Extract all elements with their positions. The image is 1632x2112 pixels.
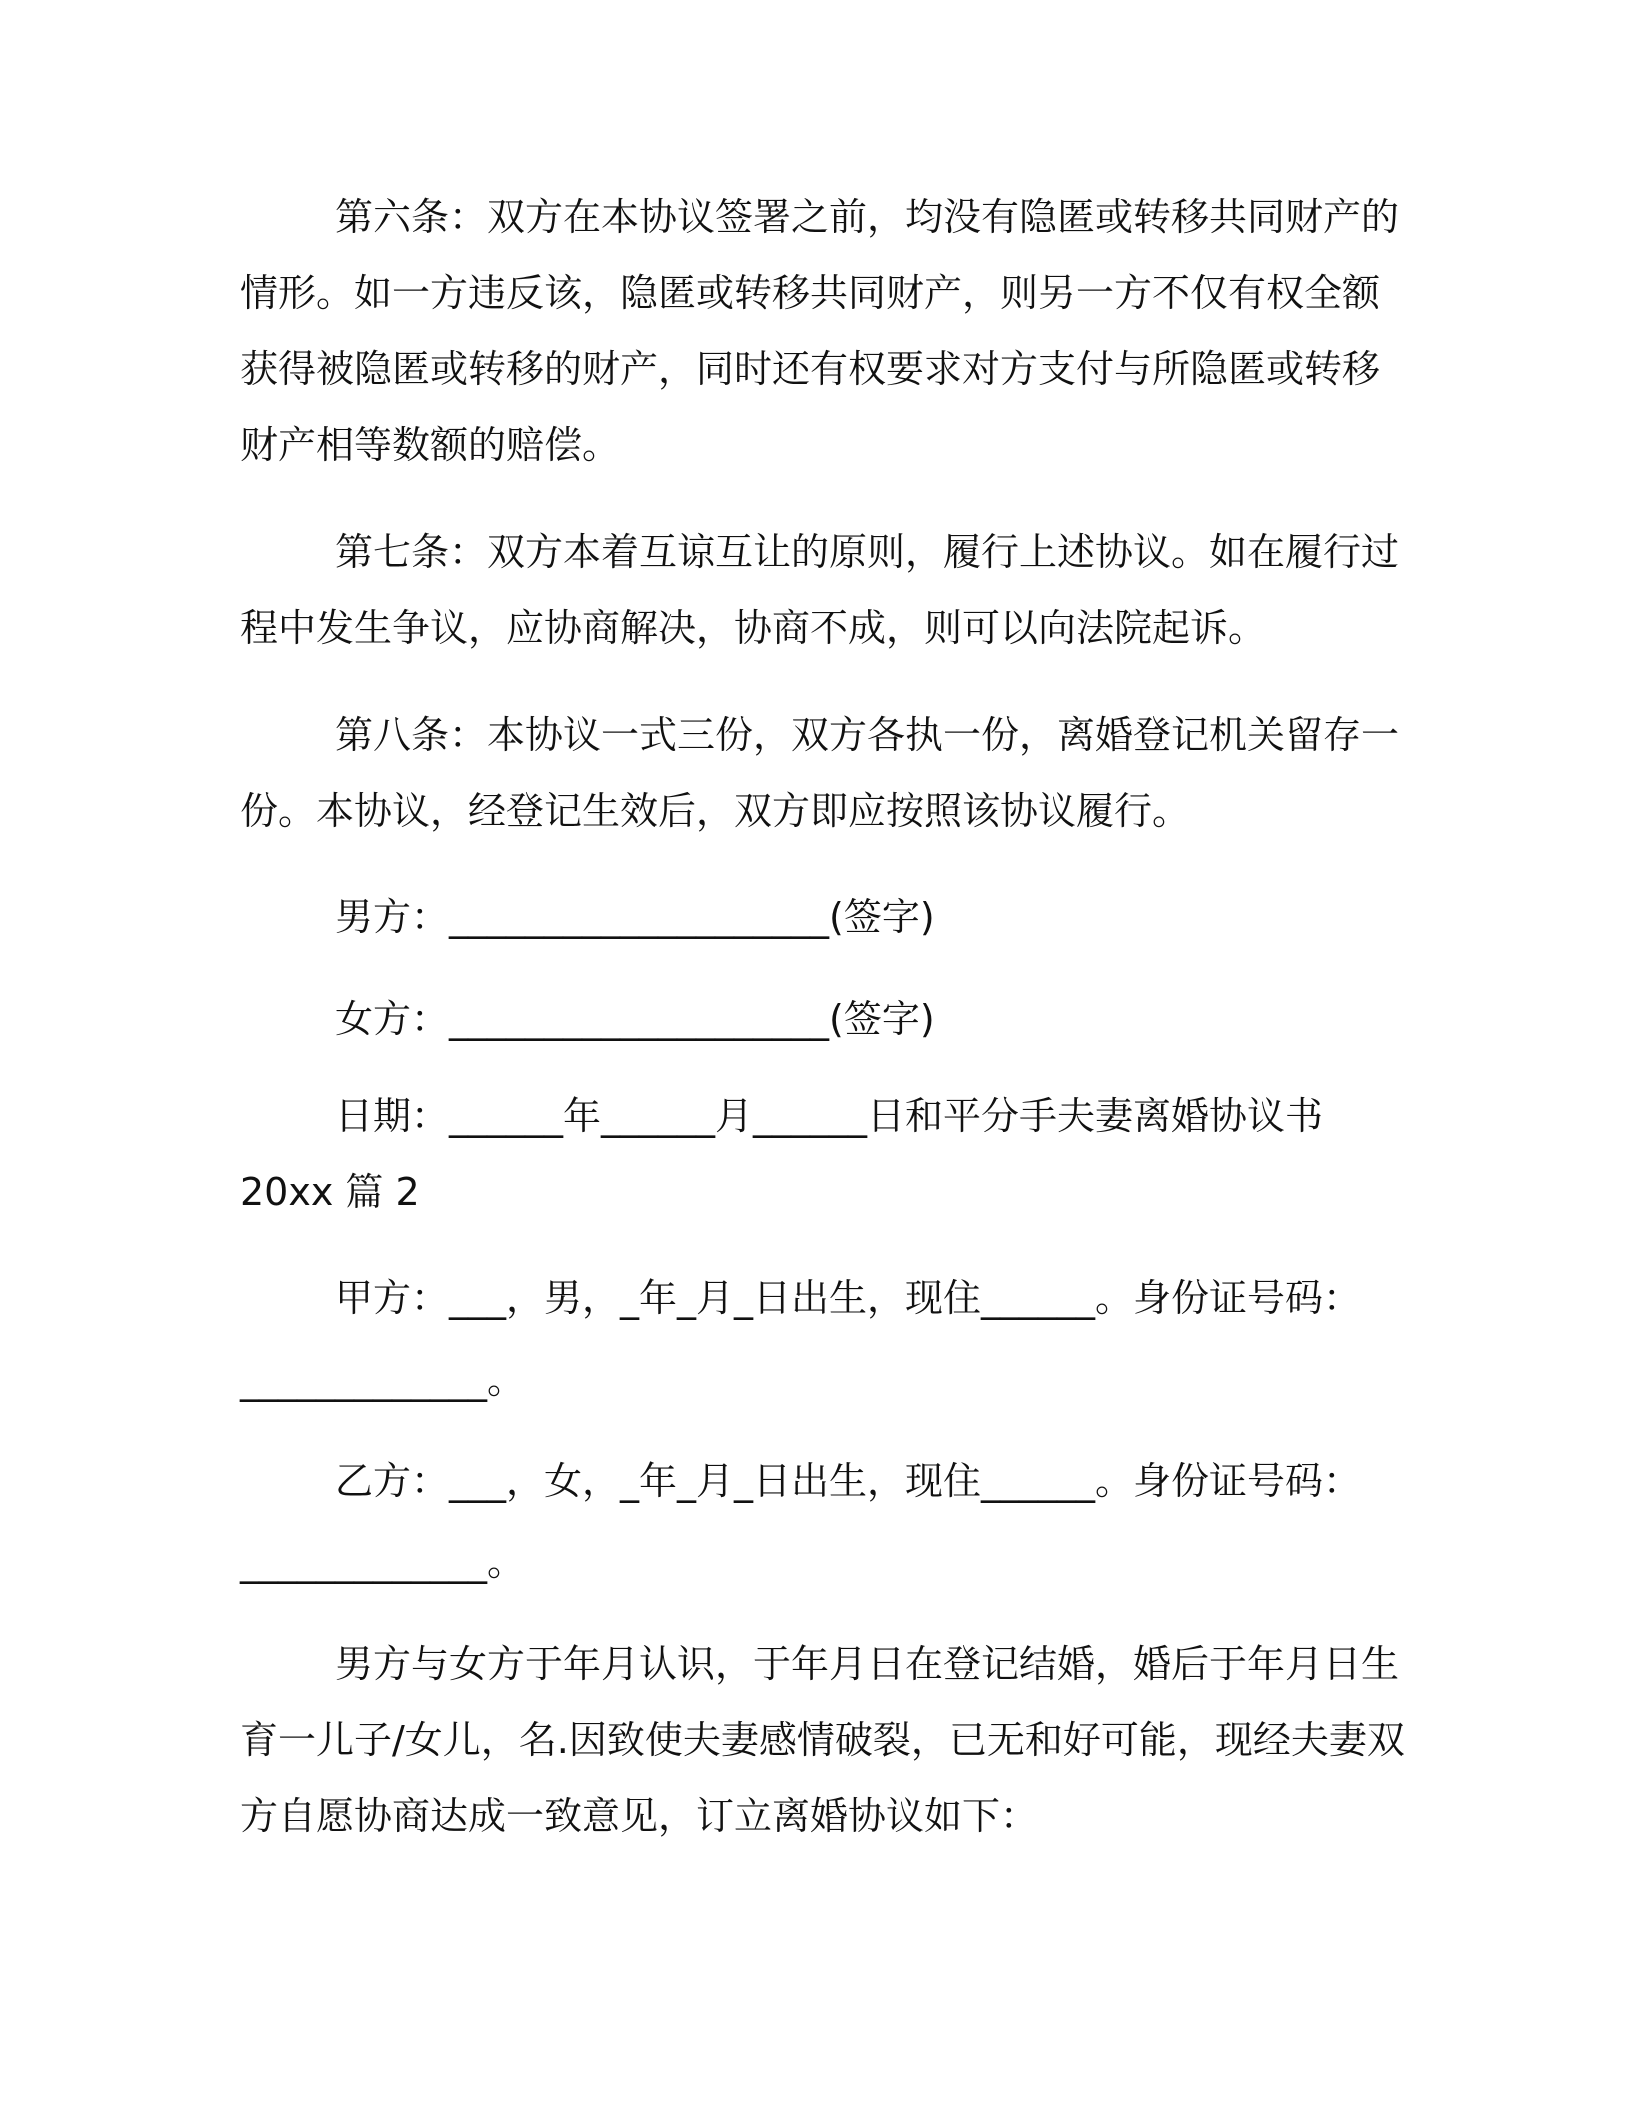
male-signature-line: 男方：____________________(签字) bbox=[335, 895, 935, 939]
article-8-line-2: 份。本协议，经登记生效后，双方即应按照该协议履行。 bbox=[240, 789, 1191, 833]
female-signature-line: 女方：____________________(签字) bbox=[335, 997, 935, 1041]
party-b-line-2: _____________。 bbox=[240, 1540, 526, 1584]
preamble-line-2: 育一儿子/女儿，名.因致使夫妻感情破裂，已无和好可能，现经夫妻双 bbox=[240, 1718, 1405, 1762]
party-a-line-2: _____________。 bbox=[240, 1358, 526, 1402]
article-6-line-2: 情形。如一方违反该，隐匿或转移共同财产，则另一方不仅有权全额 bbox=[240, 271, 1381, 315]
article-6-line-3: 获得被隐匿或转移的财产，同时还有权要求对方支付与所隐匿或转移 bbox=[240, 347, 1381, 391]
date-line: 日期：______年______月______日和平分手夫妻离婚协议书 bbox=[335, 1094, 1324, 1138]
party-a-line-1: 甲方：___，男，_年_月_日出生，现住______。身份证号码： bbox=[335, 1276, 1362, 1320]
article-8-line-1: 第八条：本协议一式三份，双方各执一份，离婚登记机关留存一 bbox=[335, 713, 1400, 757]
preamble-line-1: 男方与女方于年月认识，于年月日在登记结婚，婚后于年月日生 bbox=[335, 1642, 1400, 1686]
preamble-line-3: 方自愿协商达成一致意见，订立离婚协议如下： bbox=[240, 1794, 1039, 1838]
section-heading: 20xx 篇 2 bbox=[240, 1170, 420, 1214]
party-b-line-1: 乙方：___，女，_年_月_日出生，现住______。身份证号码： bbox=[335, 1459, 1362, 1503]
article-6-line-1: 第六条：双方在本协议签署之前，均没有隐匿或转移共同财产的 bbox=[335, 195, 1400, 239]
article-6-line-4: 财产相等数额的赔偿。 bbox=[240, 423, 621, 467]
article-7-line-2: 程中发生争议，应协商解决，协商不成，则可以向法院起诉。 bbox=[240, 606, 1267, 650]
article-7-line-1: 第七条：双方本着互谅互让的原则，履行上述协议。如在履行过 bbox=[335, 530, 1400, 574]
